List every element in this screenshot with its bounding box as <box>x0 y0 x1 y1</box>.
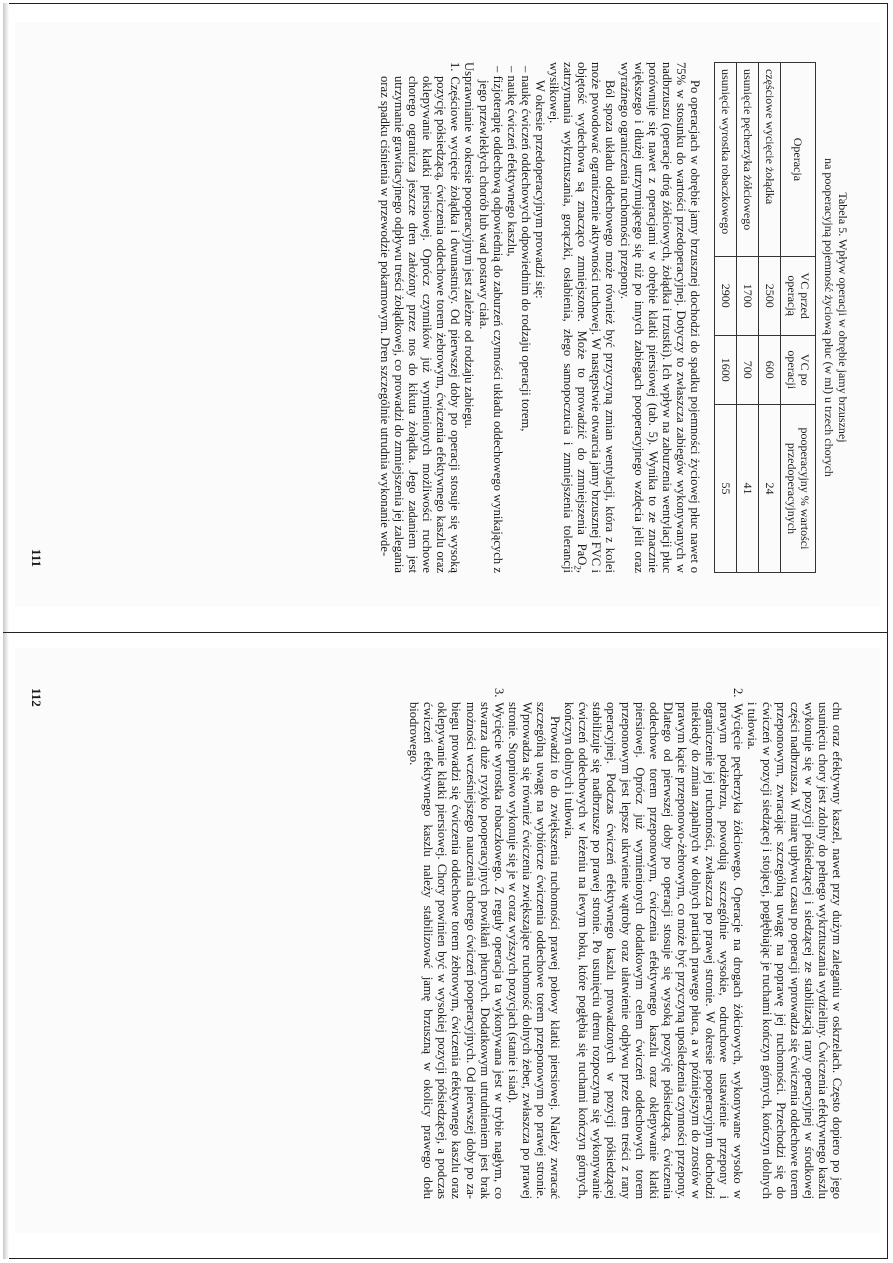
list-item: 1. Częściowe wycięcie żołądka i dwunastnicy. Od pierwszej doby po operacji stosuje się wysoką pozycję półsiedzącą, ćwiczenia oddechowe torem żebrowym, ćwiczenia efektywnego kaszlu oraz oklepywanie klatki piersiowej. Oprócz czynników już wymienionych możliwości ruchowe chorego ogranicza jeszcze dren założony przez nos do kikuta żołądka. Jego zadaniem jest utrzymanie grawitacyjnego odpływu treści żołądkowej, co prowadzi do zmniejszenia jej zalegania oraz spadku ciśnienia w przewodzie pokarmowym. Dren szczególnie utrudnia wykonanie wde- <box>377 62 463 573</box>
list-item: – naukę ćwiczeń efektywnego kaszlu, <box>504 66 519 257</box>
table-cell: usunięcie pęcherzyka żółciowego <box>737 63 759 257</box>
table-row <box>759 63 781 573</box>
page-111 <box>15 22 880 607</box>
list-item-text: naukę ćwiczeń efektywnego kaszlu, <box>504 75 519 257</box>
page-divider <box>3 632 888 633</box>
list-item-text: naukę ćwiczeń oddechowych odpowiednim do rodzaju operacji torem, <box>518 75 533 432</box>
table-caption <box>822 62 850 573</box>
binding-gutter-shadow <box>3 3 9 1259</box>
table-cell: 55 <box>715 404 737 572</box>
list-item-text: fizjoterapię oddechową odpowiednią do zaburzeń czynności układu oddechowego wynikających z jego przewlekłych chorób lub wad postawy ciała. <box>476 75 505 573</box>
table-header-vc-before: VC przed operacją <box>781 256 816 335</box>
table-caption-line1: Tabela 5. Wpływ operacji w obrębie jamy brzusznej <box>836 192 850 443</box>
table-row <box>715 63 737 573</box>
table-row <box>737 63 759 573</box>
paragraph: Usprawnianie w okresie pooperacyjnym jest zależne od rodzaju zabiegu. <box>462 62 477 429</box>
numbered-list <box>562 688 745 1199</box>
paragraph: W okresie przedoperacyjnym prowadzi się: <box>532 80 547 299</box>
table-cell: 24 <box>759 404 781 572</box>
list-item: – naukę ćwiczeń oddechowych odpowiednim do rodzaju operacji torem, <box>518 66 533 432</box>
paragraph: Prowadzi to do zwiększenia ruchomości prawej połowy klatki piersiowej. Należy zwracać szczególną uwagę na wybiórcze ćwiczenia oddechowe torem przeponowym po prawej stronie. Wprowadza się również ćwiczenia zwiększające ruchomość dolnych żeber, zwłaszcza po prawej stronie. Stopniowo wykonuje się je w coraz wyższych pozycjach (stanie i siad). <box>505 702 563 1199</box>
numbered-list <box>407 688 506 1199</box>
table-header-percent: pooperacyjny % wartości przedoperacyjnych <box>781 404 816 572</box>
page-112 <box>15 648 880 1233</box>
table-caption-line2: na pooperacyjną pojemność życiową płuc (w ml) u trzech chorych <box>822 158 836 477</box>
subscript: 2 <box>572 565 583 570</box>
paragraph: chu oraz efektywny kaszel, nawet przy dużym zaleganiu w oskrzelach. Często dopiero po jego usunięciu chory jest zdolny do pełnego wykrztuszania wydzieliny. Ćwiczenia efektywnego kaszlu wykonuje się w pozycji półsiedzącej i siedzącej ze stabilizacją rany operacyjnej w środkowej części nadbrzusza. W miarę upływu czasu po operacji wprowadza się ćwiczenia oddechowe torem przeponowym, zwracając szczególną uwagę na poprawę jej ruchomości. Przechodzi się do ćwiczeń w pozycji siedzącej i stojącej, pogłębiając je ruchami kończyn górnych, kończyn dolnych i tułowia. <box>745 702 844 1199</box>
table-header-operation: Operacja <box>781 63 816 257</box>
paragraph: Po operacjach w obrębie jamy brzusznej dochodzi do spadku pojemności życiowej płuc nawet o 75% w stosunku do wartości przedoperacyjnej. Dotyczy to zwłaszcza zabiegów wykonywanych w nadbrzuszu (operacje dróg żółciowych, żołądka i trzustki). Ich wpływ na zaburzenia wentylacji płuc porównuje się nawet z operacjami w obrębie klatki piersiowej (tab. 5). Wynika to ze znacznie większego i dłużej utrzymującego się niż po innych zabiegach pooperacyjnego wzdęcia jelit oraz wyraźnego ograniczenia ruchomości przepony. <box>617 62 702 573</box>
table-header-vc-after: VC po operacji <box>781 335 816 404</box>
table-cell: 600 <box>759 335 781 404</box>
vc-table <box>714 62 816 573</box>
table-cell: usunięcie wyrostka robaczkowego <box>715 63 737 257</box>
list-item: – fizjoterapię oddechową odpowiednią do zaburzeń czynności układu oddechowego wynikających z jego przewlekłych chorób lub wad postawy ciała. <box>476 66 505 573</box>
table-cell: 2900 <box>715 256 737 335</box>
paragraph-text: , zatrzymania wykrztuszania, gorączki, osłabienia, złego samopoczucia i zmniejszenia tolerancji wysiłkowej. <box>547 62 590 573</box>
table-cell: 2500 <box>759 256 781 335</box>
table-cell: częściowe wycięcie żołądka <box>759 63 781 257</box>
table-cell: 1600 <box>715 335 737 404</box>
table-cell: 1700 <box>737 256 759 335</box>
paragraph-text: Ból spoza układu oddechowego może również być przyczyną zmian wentylacji, która z kolei może powodować ograniczenie aktywności ruchowej. W następstwie otwarcia jamy brzusznej FVC i objętość wydechowa są znacząco zmniejszone. Może to prowadzić do zmniejszenia PaO <box>575 62 618 573</box>
page-number: 111 <box>29 548 45 567</box>
page-number: 112 <box>29 688 45 707</box>
table-cell: 700 <box>737 335 759 404</box>
table-cell: 41 <box>737 404 759 572</box>
list-item: 3. Wycięcie wyrostka robaczkowego. Z reguły operacja ta wykonywana jest w trybie nagłym, co stwarza duże ryzyko pooperacyjnych powikłań płucnych. Dodatkowym utrudnieniem jest brak możności wcześniejszego nauczenia chorego ćwiczeń pooperacyjnych. Od pierwszej doby po zabiegu prowadzi się ćwiczenia oddechowe torem żebrowym, ćwiczenia efektywnego kaszlu oraz oklepywanie klatki piersiowej. Chory powinien być w wysokiej pozycji półsiedzącej, a podczas ćwiczeń efektywnego kaszlu należy stabilizować jamę brzuszną w okolicy prawego dołu biodrowego. <box>407 688 506 1199</box>
numbered-list <box>378 62 463 573</box>
dash-list <box>477 62 533 573</box>
list-item: 2. Wycięcie pęcherzyka żółciowego. Operacje na drogach żółciowych, wykonywane wysoko w prawym podżebrzu, powodują szczególnie wysokie, odruchowe ustawienie przepony i ograniczenie jej ruchomości, zwłaszcza po prawej stronie. W okresie pooperacyjnym dochodzi niekiedy do zmian zapalnych w dolnych partiach prawego płuca, a w późniejszym do zrostów w prawym kącie przeponowo-żebrowym, co może być przyczyną upośledzenia czynności przepony. Dlatego od pierwszej doby po operacji stosuje się wysoką pozycję półsiedzącą, ćwiczenia oddechowe torem przeponowym, ćwiczenia efektywnego kaszlu oraz oklepywanie klatki piersiowej. Oprócz już wymienionych dodatkowym celem ćwiczeń oddechowych torem przeponowym jest lepsze ukrwienie wątroby oraz ułatwienie odpływu przez dren treści z rany operacyjnej. Podczas ćwiczeń efektywnego kaszlu prowadzonych w pozycji półsiedzącej stabilizuje się nadbrzusze po prawej stronie. Po usunięciu drenu rozpoczyna się wykonywanie ćwiczeń oddechowych w leżeniu na lewym boku, które pogłębia się ruchami kończyn górnych, kończyn dolnych i tułowia. <box>562 688 746 1199</box>
paragraph <box>547 62 617 573</box>
